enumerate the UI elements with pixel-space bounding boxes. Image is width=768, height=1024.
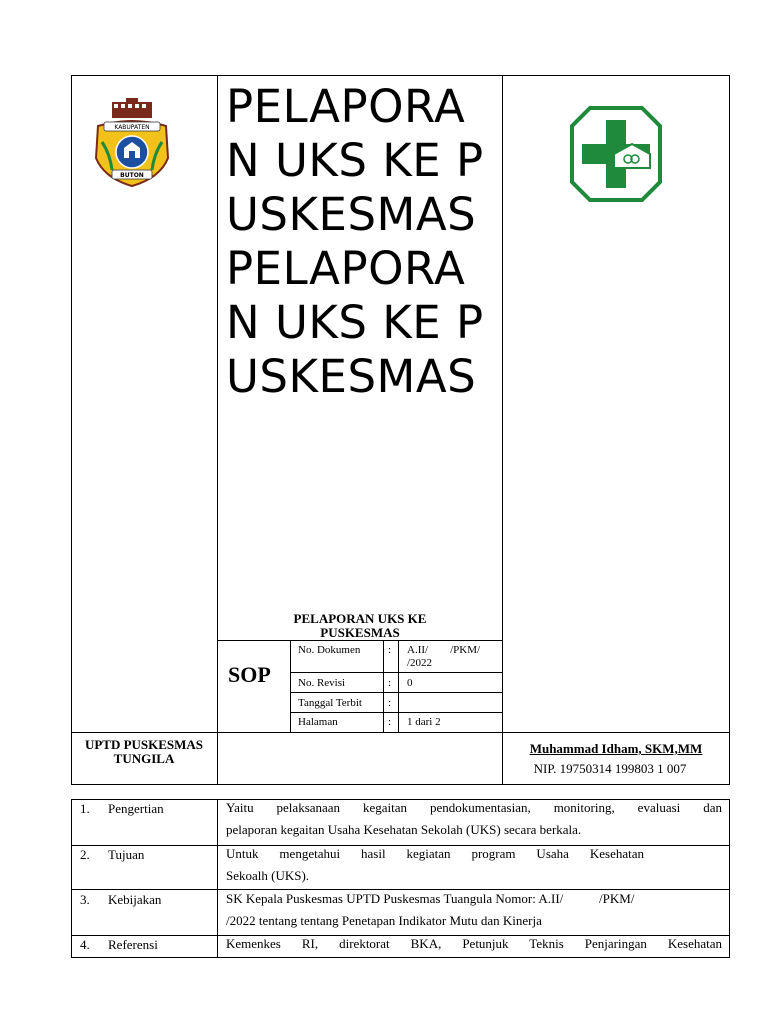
- meta-sep-left-border: [383, 640, 384, 732]
- signatory-nip: NIP. 19750314 199803 1 007: [533, 761, 687, 776]
- content-col-border: [217, 799, 218, 958]
- meta-label-no-revisi: No. Revisi: [298, 677, 346, 689]
- row-text-line: Yaitu pelaksanaan kegaitan pendokumentasian, monitoring, evaluasi dan: [226, 800, 722, 815]
- svg-text:KABUPATEN: KABUPATEN: [114, 124, 150, 131]
- meta-label-tanggal-terbit: Tanggal Terbit: [298, 697, 362, 709]
- meta-row2-border: [291, 692, 502, 693]
- header-left-border: [71, 75, 72, 785]
- row-number: 2.: [80, 847, 90, 862]
- row-text-referensi: [226, 933, 722, 955]
- row-number: 1.: [80, 801, 90, 816]
- row-text-pengertian: [226, 797, 722, 841]
- header-bottom-border: [71, 784, 730, 785]
- content-left-border: [71, 799, 72, 958]
- meta-label-no-dokumen: No. Dokumen: [298, 644, 361, 656]
- organization-name: UPTD PUSKESMAS TUNGILA: [84, 737, 204, 766]
- meta-value-no-dokumen-year: /2022: [407, 657, 433, 669]
- document-sub-title: PELAPORAN UKS KE PUSKESMAS: [293, 611, 427, 640]
- row-label-pengertian: Pengertian: [108, 801, 164, 816]
- meta-sep: :: [388, 716, 392, 728]
- header-col1-border: [217, 75, 218, 785]
- meta-label-halaman: Halaman: [298, 716, 338, 728]
- header-mid-border: [71, 732, 730, 733]
- sop-label: SOP: [228, 662, 271, 687]
- row-number: 4.: [80, 937, 90, 952]
- row-text-line: Sekoalh (UKS).: [226, 868, 310, 883]
- row-label-tujuan: Tujuan: [108, 847, 145, 862]
- content-bottom-border: [71, 957, 730, 958]
- meta-sep: :: [388, 697, 392, 709]
- row-label-referensi: Referensi: [108, 937, 158, 952]
- row-text-line: /2022 tentang tentang Penetapan Indikator Mutu dan Kinerja: [226, 913, 542, 928]
- row-text-line: Kemenkes RI, direktorat BKA, Petunjuk Teknis Penjaringan Kesehatan: [226, 936, 722, 951]
- meta-sep-right-border: [398, 640, 399, 732]
- meta-value-no-revisi: 0: [407, 677, 413, 689]
- meta-sep: :: [388, 644, 392, 656]
- content-right-border: [729, 799, 730, 958]
- meta-value-no-dokumen: A.II/ /PKM/: [407, 644, 481, 656]
- meta-value-halaman: 1 dari 2: [407, 716, 441, 728]
- header-right-border: [729, 75, 730, 785]
- document-big-title: PELAPORAN UKS KE PUSKESMAS PELAPORAN UKS KE PUSKESMAS: [226, 80, 484, 403]
- sop-label-border: [290, 640, 291, 732]
- row-text-kebijakan: [226, 888, 722, 932]
- puskesmas-logo: [570, 106, 662, 202]
- sop-top-border: [218, 640, 502, 641]
- row-text-line: pelaporan kegaitan Usaha Kesehatan Sekolah (UKS) secara berkala.: [226, 822, 582, 837]
- row-number: 3.: [80, 892, 90, 907]
- row-text-line: SK Kepala Puskesmas UPTD Puskesmas Tuangula Nomor: A.II/ /PKM/: [226, 891, 635, 906]
- meta-sep: :: [388, 677, 392, 689]
- header-col2-border: [502, 75, 503, 785]
- row-label-kebijakan: Kebijakan: [108, 892, 162, 907]
- svg-text:BUTON: BUTON: [120, 172, 144, 179]
- meta-row3-border: [291, 712, 502, 713]
- header-top-border: [71, 75, 730, 76]
- row-text-tujuan: [226, 843, 644, 887]
- signatory-name: Muhammad Idham, SKM,MM: [529, 741, 703, 756]
- meta-row1-border: [291, 672, 502, 673]
- kabupaten-buton-logo: [90, 98, 174, 190]
- row-text-line: Untuk mengetahui hasil kegiatan program Usaha Kesehatan: [226, 846, 644, 861]
